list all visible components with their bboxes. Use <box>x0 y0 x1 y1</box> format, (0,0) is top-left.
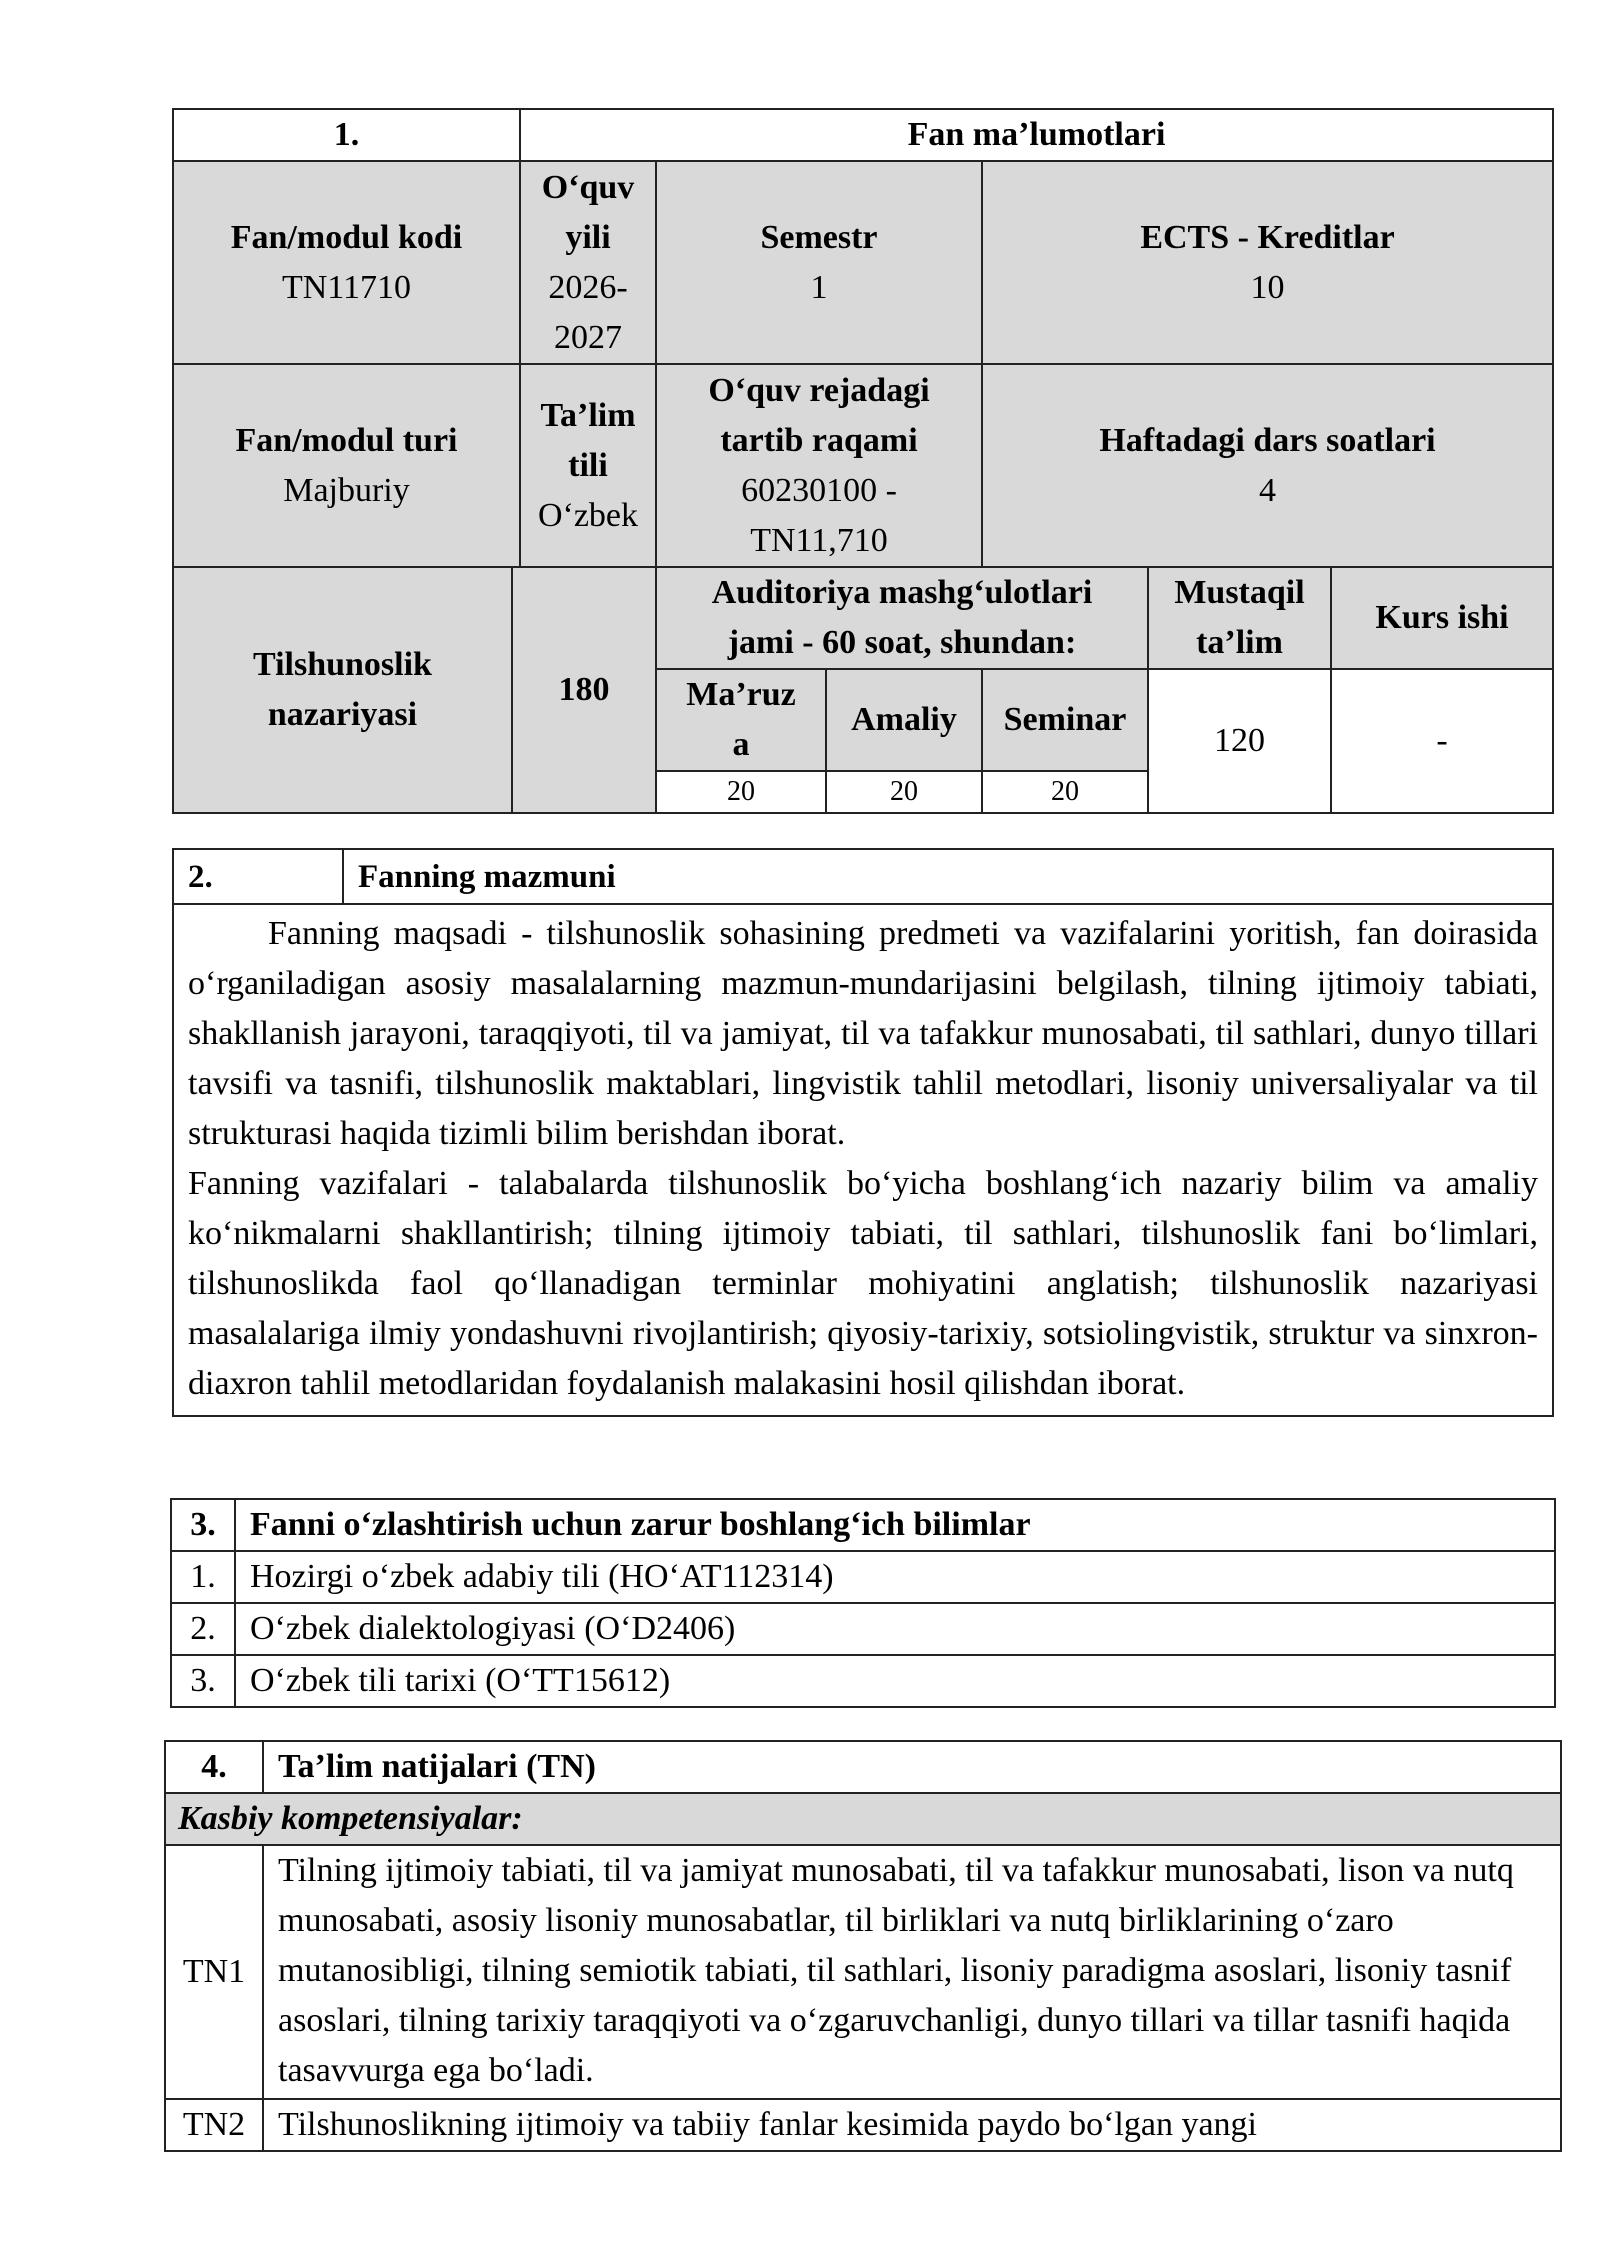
course-tasks-paragraph: Fanning vazifalari - talabalarda tilshunoslik bo‘yicha boshlang‘ich nazariy bilim va amaliy ko‘nikmalarni shakllantirish; tilning ijtimoiy tabiati, til sathlari, tilshunoslik fani bo‘limlari, tilshunoslikda faol qo‘llanadigan terminlar mohiyatini anglatish; tilshunoslik nazariyasi masalalariga ilmiy yondashuvni rivojlantirish; qiyosiy-tarixiy, sotsiolingvistik, struktur va sinxron-diaxron tahlil metodlaridan foydalanish malakasini hosil qilishdan iborat. <box>188 1165 1538 1402</box>
section-number: 2. <box>173 849 343 904</box>
language-cell <box>520 364 656 567</box>
module-code-cell <box>173 161 520 364</box>
module-code-value: TN11710 <box>281 268 412 306</box>
subject-name-2: nazariyasi <box>267 696 418 733</box>
weekly-hours-label: Haftadagi dars soatlari <box>1099 421 1436 459</box>
lecture-label-1: Ma’ruz <box>686 676 796 713</box>
outcome-text: Tilning ijtimoiy tabiati, til va jamiyat munosabati, til va tafakkur munosabati, lison va nutq munosabati, asosiy lisoniy munosabatlar, til birliklari va nutq birliklarining o‘zaro mutanosibligi, tilning semiotik tabiati, til sathlari, lisoniy paradigma asoslari, lisoniy tasnif asoslari, tilning tarixiy taraqqiyoti va o‘zgaruvchanligi, dunyo tillari va tillar tasnifi haqida tasavvurga ega bo‘ladi. <box>263 1845 1561 2099</box>
list-item <box>171 1603 1555 1655</box>
practical-hours: 20 <box>826 771 982 813</box>
lecture-label-2: a <box>732 726 750 763</box>
practical-label: Amaliy <box>826 669 982 771</box>
lecture-hours: 20 <box>656 771 826 813</box>
module-type-cell <box>173 364 520 567</box>
ects-label: ECTS - Kreditlar <box>1140 218 1395 256</box>
curriculum-order-value-1: 60230100 - <box>741 471 897 509</box>
section-title: Fan ma’lumotlari <box>520 109 1553 161</box>
module-type-label: Fan/modul turi <box>235 421 458 459</box>
total-hours: 180 <box>512 567 656 813</box>
list-item <box>171 1551 1555 1603</box>
language-value: O‘zbek <box>537 496 639 534</box>
section-number: 3. <box>171 1499 235 1551</box>
seminar-hours: 20 <box>982 771 1148 813</box>
coursework-label: Kurs ishi <box>1331 567 1553 669</box>
lecture-label-cell <box>656 669 826 771</box>
list-item <box>171 1655 1555 1707</box>
curriculum-order-cell <box>656 364 982 567</box>
subject-name-1: Tilshunoslik <box>253 646 432 683</box>
section-title: Fanning mazmuni <box>343 849 1553 904</box>
academic-year-label-2: yili <box>565 218 611 256</box>
coursework-value: - <box>1331 669 1553 813</box>
auditorium-hours-cell <box>656 567 1148 669</box>
course-info-table <box>172 108 1554 814</box>
section-number: 1. <box>173 109 520 161</box>
academic-year-value-1: 2026- <box>548 268 628 306</box>
auditorium-label-2: jami - 60 soat, shundan: <box>727 624 1077 661</box>
section-number: 4. <box>165 1741 263 1793</box>
table-row <box>165 2099 1561 2151</box>
outcome-text: Tilshunoslikning ijtimoiy va tabiiy fanlar kesimida paydo bo‘lgan yangi <box>263 2099 1561 2151</box>
seminar-label: Seminar <box>982 669 1148 771</box>
auditorium-label-1: Auditoriya mashg‘ulotlari <box>711 574 1093 611</box>
independent-hours: 120 <box>1148 669 1331 813</box>
course-goal-paragraph: Fanning maqsadi - tilshunoslik sohasining predmeti va vazifalarini yoritish, fan doirasida o‘rganiladigan asosiy masalalarning mazmun-mundarijasini belgilash, tilning ijtimoiy tabiati, shakllanish jarayoni, taraqqiyoti, til va jamiyat, til va tafakkur munosabati, til sathlari, dunyo tillari tavsifi va tasnifi, tilshunoslik maktablari, lingvistik tahlil metodlari, lisoniy universaliyalar va til strukturasi haqida tizimli bilim berishdan iborat. <box>188 915 1538 1152</box>
learning-outcomes-table <box>164 1740 1562 2152</box>
semester-cell <box>656 161 982 364</box>
item-number: 2. <box>171 1603 235 1655</box>
semester-label: Semestr <box>760 218 878 256</box>
independent-study-label-cell <box>1148 567 1331 669</box>
curriculum-order-label-2: tartib raqami <box>720 421 918 459</box>
prerequisites-table <box>170 1498 1556 1708</box>
item-text: O‘zbek tili tarixi (O‘TT15612) <box>235 1655 1555 1707</box>
item-text: Hozirgi o‘zbek adabiy tili (HO‘AT112314) <box>235 1551 1555 1603</box>
weekly-hours-cell <box>982 364 1553 567</box>
weekly-hours-value: 4 <box>1259 471 1277 509</box>
subject-name-cell <box>173 567 512 813</box>
ects-cell <box>982 161 1553 364</box>
outcome-code: TN1 <box>165 1845 263 2099</box>
ects-value: 10 <box>1250 268 1285 306</box>
academic-year-value-2: 2027 <box>554 318 622 356</box>
item-number: 1. <box>171 1551 235 1603</box>
independent-label-2: ta’lim <box>1196 624 1283 661</box>
academic-year-label-1: O‘quv <box>541 168 635 206</box>
table-row <box>165 1845 1561 2099</box>
competencies-subheading: Kasbiy kompetensiyalar: <box>165 1793 1561 1845</box>
outcome-code: TN2 <box>165 2099 263 2151</box>
course-content-table <box>172 848 1554 1417</box>
module-code-label: Fan/modul kodi <box>230 218 463 256</box>
section-title: Ta’lim natijalari (TN) <box>263 1741 1561 1793</box>
independent-label-1: Mustaqil <box>1174 574 1305 611</box>
section-title: Fanni o‘zlashtirish uchun zarur boshlang‘ich bilimlar <box>235 1499 1555 1551</box>
language-label-2: tili <box>568 446 608 484</box>
curriculum-order-value-2: TN11,710 <box>750 521 888 559</box>
module-type-value: Majburiy <box>283 471 410 509</box>
semester-value: 1 <box>810 268 828 306</box>
academic-year-cell <box>520 161 656 364</box>
item-number: 3. <box>171 1655 235 1707</box>
language-label-1: Ta’lim <box>540 396 636 434</box>
curriculum-order-label-1: O‘quv rejadagi <box>708 371 930 409</box>
course-content-cell <box>173 904 1553 1416</box>
item-text: O‘zbek dialektologiyasi (O‘D2406) <box>235 1603 1555 1655</box>
